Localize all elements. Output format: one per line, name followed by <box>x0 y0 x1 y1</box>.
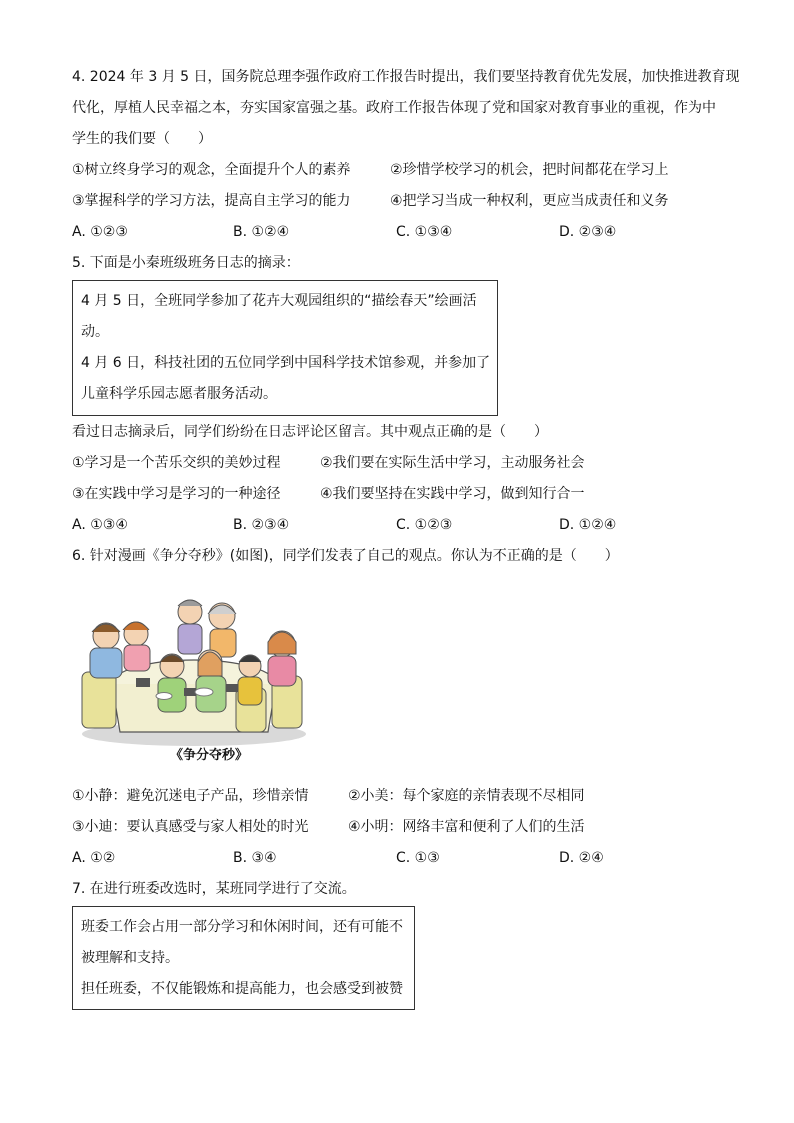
q5-after-box: 看过日志摘录后，同学们纷纷在日志评论区留言。其中观点正确的是（ ） <box>72 424 548 440</box>
q6-statement-2: ②小美：每个家庭的亲情表现不尽相同 <box>348 788 585 804</box>
q4-option-b: B. ①②④ <box>233 224 290 240</box>
q6-option-a: A. ①② <box>72 850 116 866</box>
q6-option-d: D. ②④ <box>559 850 604 866</box>
q6-option-b: B. ③④ <box>233 850 277 866</box>
q4-statement-1: ①树立终身学习的观念，全面提升个人的素养 <box>72 162 351 178</box>
q7-box-line-3: 担任班委，不仅能锻炼和提高能力，也会感受到被赞 <box>81 981 403 997</box>
q4-option-c: C. ①③④ <box>396 224 453 240</box>
q6-stem: 6. 针对漫画《争分夺秒》(如图)，同学们发表了自己的观点。你认为不正确的是（ ） <box>72 548 619 564</box>
q5-option-c: C. ①②③ <box>396 517 453 533</box>
q4-statement-3: ③掌握科学的学习方法，提高自主学习的能力 <box>72 193 351 209</box>
q5-statement-3: ③在实践中学习是学习的一种途径 <box>72 486 281 502</box>
q5-option-b: B. ②③④ <box>233 517 290 533</box>
q6-statement-4: ④小明：网络丰富和便利了人们的生活 <box>348 819 585 835</box>
q5-box-line-4: 儿童科学乐园志愿者服务活动。 <box>81 386 277 402</box>
q7-box-line-2: 被理解和支持。 <box>81 950 179 966</box>
q4-option-a: A. ①②③ <box>72 224 128 240</box>
q4-statement-2: ②珍惜学校学习的机会，把时间都花在学习上 <box>390 162 669 178</box>
q5-box-line-1: 4 月 5 日，全班同学参加了花卉大观园组织的“描绘春天”绘画活 <box>81 293 477 309</box>
q4-stem-line-1: 4. 2024 年 3 月 5 日，国务院总理李强作政府工作报告时提出，我们要坚持教育优先发展，加快推进教育现 <box>72 69 740 85</box>
q4-option-d: D. ②③④ <box>559 224 617 240</box>
q5-box-line-3: 4 月 6 日，科技社团的五位同学到中国科学技术馆参观，并参加了 <box>81 355 491 371</box>
cartoon-family-dinner-image <box>76 592 308 772</box>
q5-diary-box <box>72 280 498 416</box>
q5-box-line-2: 动。 <box>81 324 109 340</box>
q5-statement-2: ②我们要在实际生活中学习，主动服务社会 <box>320 455 585 471</box>
q5-option-d: D. ①②④ <box>559 517 617 533</box>
q6-statement-1: ①小静：避免沉迷电子产品，珍惜亲情 <box>72 788 309 804</box>
q4-stem-line-3: 学生的我们要（ ） <box>72 131 212 147</box>
q6-option-c: C. ①③ <box>396 850 440 866</box>
q4-stem-line-2: 代化，厚植人民幸福之本，夯实国家富强之基。政府工作报告体现了党和国家对教育事业的重视，作为中 <box>72 100 716 116</box>
cartoon-caption: 《争分夺秒》 <box>170 748 249 763</box>
q7-quote-box <box>72 906 415 1010</box>
q7-stem: 7. 在进行班委改选时，某班同学进行了交流。 <box>72 881 356 897</box>
q5-statement-4: ④我们要坚持在实践中学习，做到知行合一 <box>320 486 585 502</box>
q5-stem: 5. 下面是小秦班级班务日志的摘录： <box>72 255 300 271</box>
q4-statement-4: ④把学习当成一种权利，更应当成责任和义务 <box>390 193 669 209</box>
q6-statement-3: ③小迪：要认真感受与家人相处的时光 <box>72 819 309 835</box>
q5-option-a: A. ①③④ <box>72 517 128 533</box>
q7-box-line-1: 班委工作会占用一部分学习和休闲时间，还有可能不 <box>81 919 403 935</box>
q5-statement-1: ①学习是一个苦乐交织的美妙过程 <box>72 455 281 471</box>
